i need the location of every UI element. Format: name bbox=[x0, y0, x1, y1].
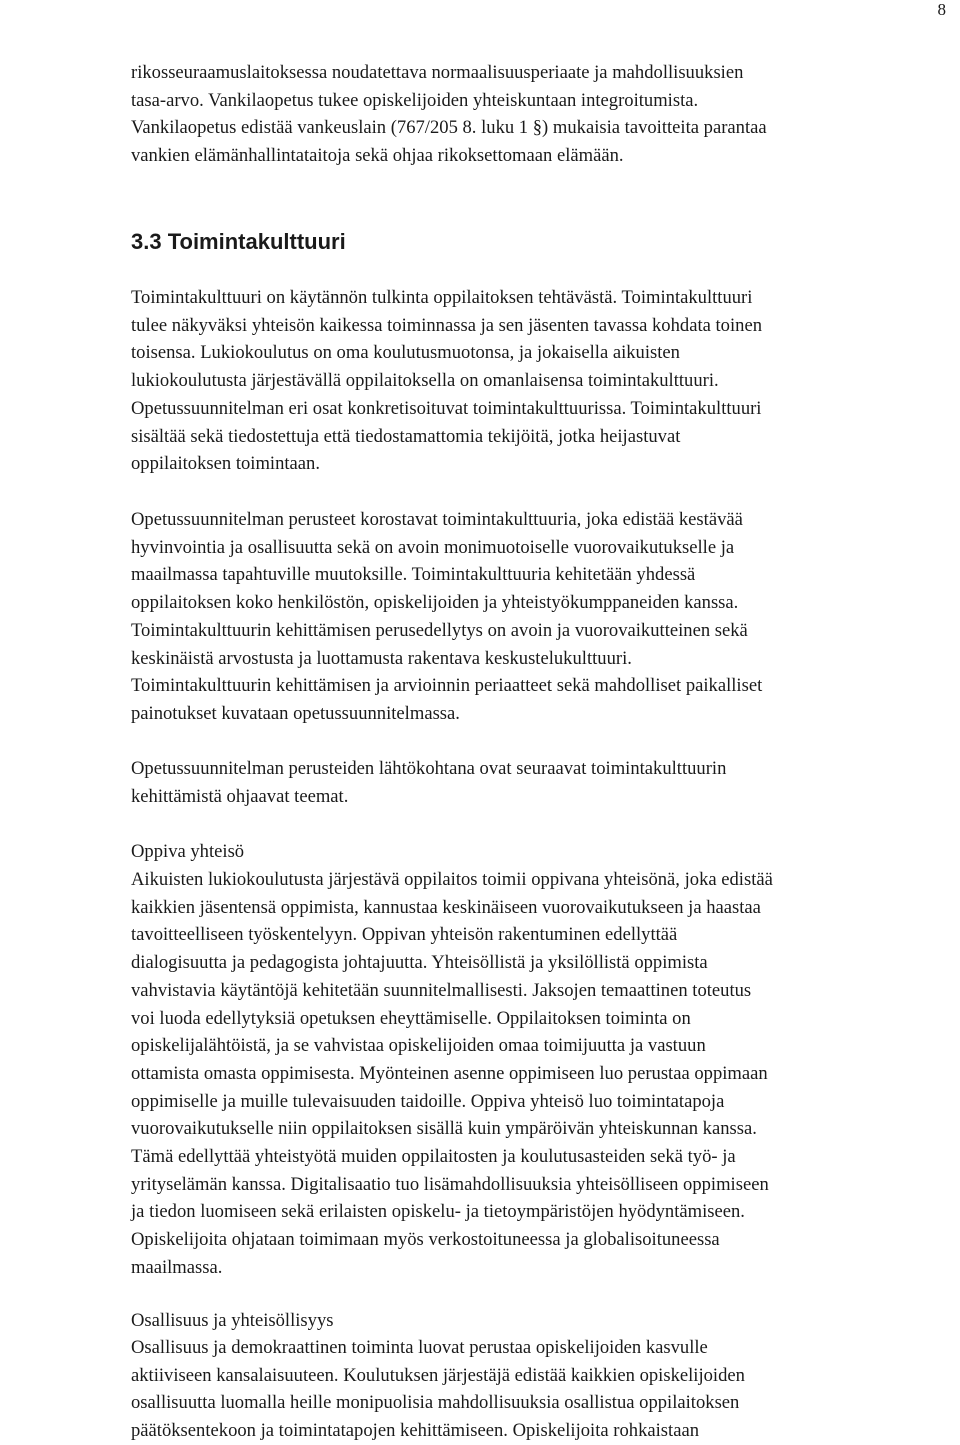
theme-title-osallisuus: Osallisuus ja yhteisöllisyys bbox=[131, 1310, 334, 1331]
page-number: 8 bbox=[937, 0, 946, 19]
paragraph-3: Opetussuunnitelman perusteiden lähtökohtana ovat seuraavat toimintakulttuurin kehittämistä ohjaavat teemat. bbox=[131, 758, 727, 807]
intro-paragraph: rikosseuraamuslaitoksessa noudatettava normaalisuusperiaate ja mahdollisuuksien tasa-arvo. Vankilaopetus tukee opiskelijoiden yhteiskuntaan integroitumista. Vankilaopetus edistää vankeuslain (767/205 8. luku 1 §) mukaisia tavoitteita parantaa vankien elämänhallintataitoja sekä ohjaa rikoksettomaan elämään. bbox=[131, 62, 767, 167]
theme-text-osallisuus: Osallisuus ja demokraattinen toiminta luovat perustaa opiskelijoiden kasvulle aktiiviseen kansalaisuuteen. Koulutuksen järjestäjä edistää kaikkien opiskelijoiden osallisuutta luomalla heille monipuolisia mahdollisuuksia osallistua oppilaitoksen päätöksentekoon ja toimintatapojen kehittämiseen. Opiskelijoita rohkaistaan bbox=[131, 1337, 745, 1442]
paragraph-2: Opetussuunnitelman perusteet korostavat toimintakulttuuria, joka edistää kestävää hyvinvointia ja osallisuutta sekä on avoin monimuotoiselle vuorovaikutukselle ja maailmassa tapahtuville muutoksille. Toimintakulttuuria kehitetään yhdessä oppilaitoksen koko henkilöstön, opiskelijoiden ja yhteistyökumppaneiden kanssa. Toimintakulttuurin kehittämisen perusedellytys on avoin ja vuorovaikutteinen sekä keskinäistä arvostusta ja luottamusta rakentava keskustelukulttuuri. Toimintakulttuurin kehittämisen ja arvioinnin periaatteet sekä mahdolliset paikalliset painotukset kuvataan opetussuunnitelmassa. bbox=[131, 509, 763, 724]
theme-text-oppiva-yhteiso: Aikuisten lukiokoulutusta järjestävä oppilaitos toimii oppivana yhteisönä, joka edistää kaikkien jäsentensä oppimista, kannustaa keskinäiseen vuorovaikutukseen ja haastaa tavoitteelliseen työskentelyyn. Oppivan yhteisön rakentuminen edellyttää dialogisuutta ja pedagogista johtajuutta. Yhteisöllistä ja yksilöllistä oppimista vahvistavia käytäntöjä kehitetään suunnitelmallisesti. Jaksojen temaattinen toteutus voi luoda edellytyksiä opetuksen eheyttämiselle. Oppilaitoksen toiminta on opiskelijalähtöistä, ja se vahvistaa opiskelijoiden omaa toimijuutta ja vastuun ottamista omasta oppimisesta. Myönteinen asenne oppimiseen luo perustaa oppimaan oppimiselle ja muille tulevaisuuden taidoille. Oppiva yhteisö luo toimintatapoja vuorovaikutukselle niin oppilaitoksen sisällä kuin ympäröivän yhteiskunnan kanssa. Tämä edellyttää yhteistyötä muiden oppilaitosten ja koulutusasteiden sekä työ- ja yrityselämän kanssa. Digitalisaatio tuo lisämahdollisuuksia yhteisölliseen oppimiseen ja tiedon luomiseen sekä erilaisten opiskelu- ja tietoympäristöjen hyödyntämiseen. Opiskelijoita ohjataan toimimaan myös verkostoituneessa ja globalisoituneessa maailmassa. bbox=[131, 869, 773, 1278]
paragraph-1: Toimintakulttuuri on käytännön tulkinta oppilaitoksen tehtävästä. Toimintakulttuuri tulee näkyväksi yhteisön kaikessa toiminnassa ja sen jäsenten tavassa kohdata toinen toisensa. Lukiokoulutus on oma koulutusmuotonsa, ja jokaisella aikuisten lukiokoulutusta järjestävällä oppilaitoksella on omanlaisensa toimintakulttuuri. Opetussuunnitelman eri osat konkretisoituvat toimintakulttuurissa. Toimintakulttuuri sisältää sekä tiedostettuja että tiedostamattomia tekijöitä, jotka heijastuvat oppilaitoksen toimintaan. bbox=[131, 287, 762, 475]
section-heading: 3.3 Toimintakulttuuri bbox=[131, 229, 346, 254]
theme-title-oppiva-yhteiso: Oppiva yhteisö bbox=[131, 841, 245, 862]
